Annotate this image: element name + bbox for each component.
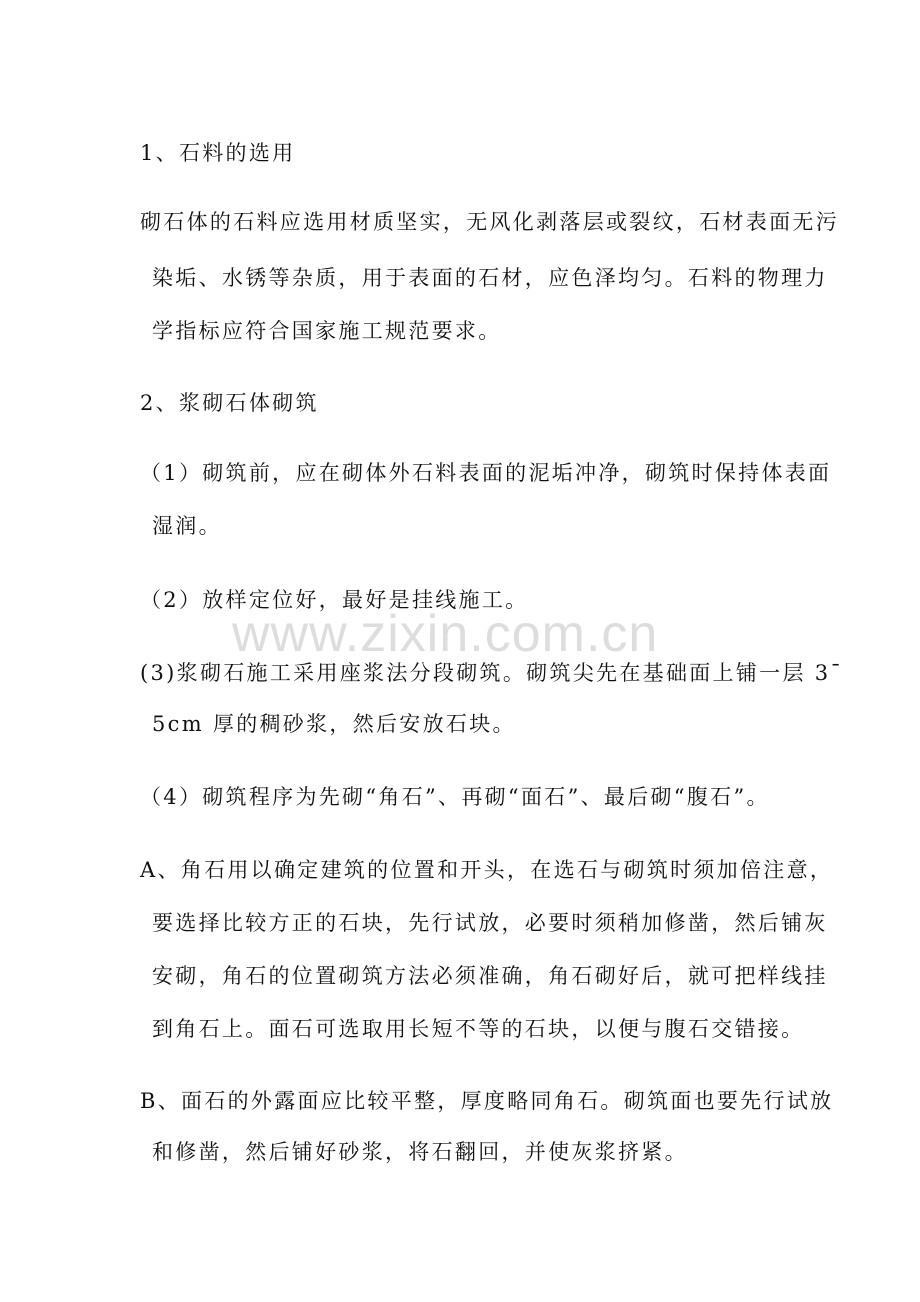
paragraph-line: A、角石用以确定建筑的位置和开头，在选石与砌筑时须加倍注意， (140, 858, 834, 882)
paragraph-line: 砌石体的石料应选用材质坚实，无风化剥落层或裂纹，石材表面无污 (140, 210, 839, 234)
paragraph-line: 到角石上。面石可选取用长短不等的石块，以便与腹石交错接。 (152, 1017, 805, 1041)
paragraph-line: 和修凿，然后铺好砂浆，将石翻回，并使灰浆挤紧。 (152, 1140, 688, 1164)
paragraph-line: 湿润。 (152, 514, 222, 538)
paragraph-line: （1）砌筑前，应在砌体外石料表面的泥垢冲净，砌筑时保持体表面 (140, 461, 832, 485)
paragraph-line: 学指标应符合国家施工规范要求。 (152, 319, 502, 343)
paragraph-line: B、面石的外露面应比较平整，厚度略同角石。砌筑面也要先行试放 (140, 1089, 834, 1113)
paragraph-line: 安砌，角石的位置砌筑方法必须准确，角石砌好后，就可把样线挂 (152, 964, 828, 988)
paragraph-line: 染垢、水锈等杂质，用于表面的石材，应色泽均匀。石料的物理力 (152, 266, 828, 290)
heading-1: 1、石料的选用 (140, 141, 296, 165)
paragraph-line: （2）放样定位好，最好是挂线施工。 (140, 588, 529, 612)
watermark: www.zixin.com.cn (232, 605, 659, 663)
paragraph-line: （4）砌筑程序为先砌“角石”、再砌“面石”、最后砌“腹石”。 (140, 785, 770, 809)
paragraph-line: 要选择比较方正的石块，先行试放，必要时须稍加修凿，然后铺灰 (152, 911, 828, 935)
paragraph-line: 5cm 厚的稠砂浆，然后安放石块。 (152, 712, 516, 736)
heading-2: 2、浆砌石体砌筑 (140, 391, 319, 415)
paragraph-line: (3)浆砌石施工采用座浆法分段砌筑。砌筑尖先在基础面上铺一层 3¯ (140, 661, 844, 685)
